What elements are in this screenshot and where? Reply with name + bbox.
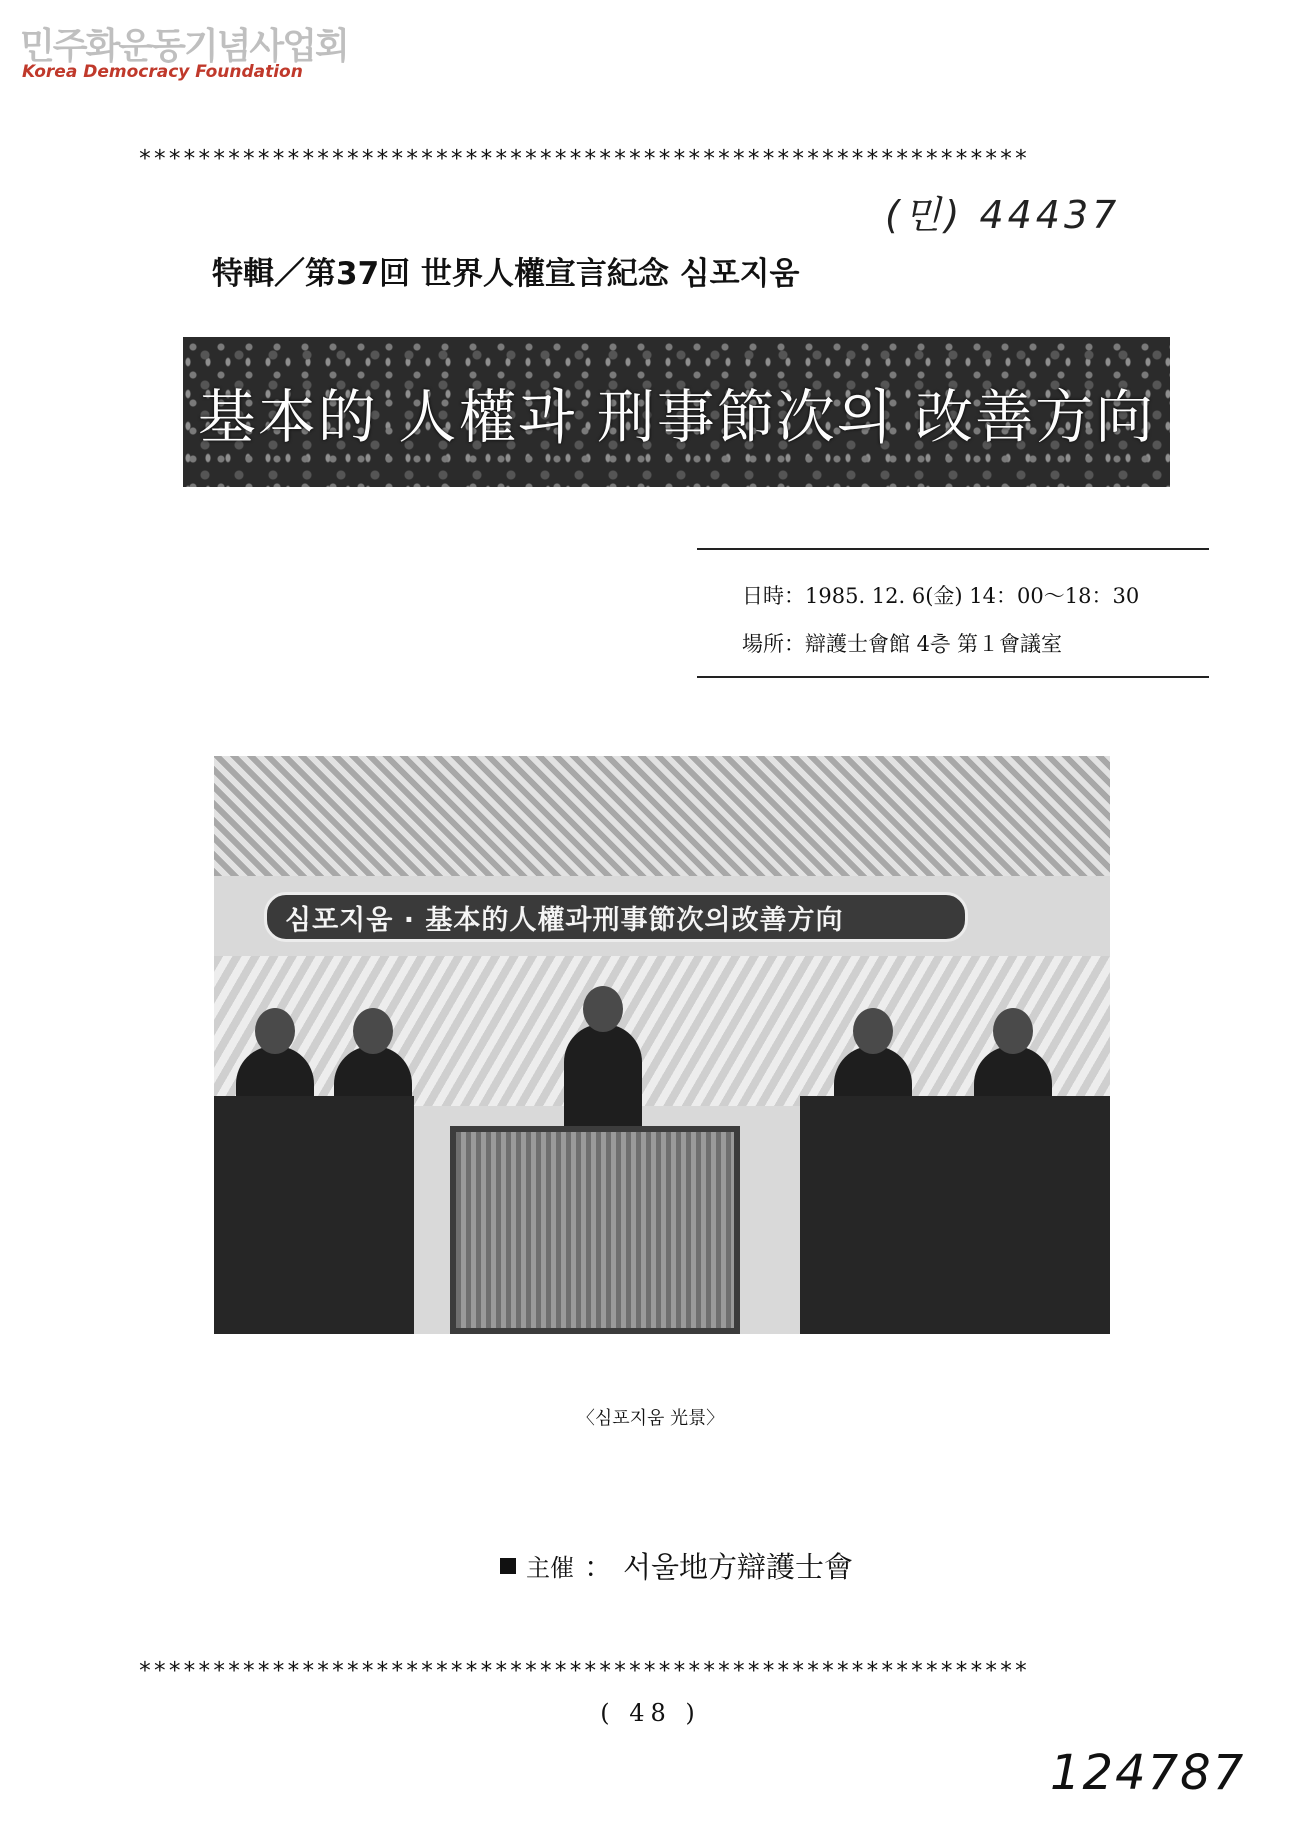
photo-caption: 〈심포지움 光景〉 [576,1408,725,1429]
event-place: 場所：辯護士會館 4층 第１會議室 [742,632,1062,656]
photo-ceiling [214,756,1110,876]
panel-table-left [214,1096,414,1334]
special-issue-title: 特輯／第37回 世界人權宣言紀念 심포지움 [212,256,800,292]
info-top-rule [697,548,1209,550]
host-separator: ： [584,1550,614,1584]
podium [450,1126,740,1334]
photo-stage-banner: 심포지움 · 基本的人權과刑事節次의改善方向 [264,892,968,942]
page-number: ( 48 ) [600,1699,701,1727]
info-bottom-rule [697,676,1209,678]
handwritten-reference-number: (민) 44437 [885,193,1121,237]
bottom-star-border: ************************************************************ [138,1658,1029,1684]
title-banner [183,337,1170,487]
banner-title: 基本的 人權과 刑事節次의 改善方向 [197,383,1156,451]
top-star-border: ************************************************************ [138,146,1029,172]
handwritten-archive-number: 124787 [1050,1745,1246,1801]
square-bullet-icon [500,1558,516,1574]
foundation-logo-english: Korea Democracy Foundation [22,62,303,82]
panel-table-right [800,1096,1110,1334]
foundation-logo-korean: 민주화운동기념사업회 [20,26,348,67]
host-label: 主催 [526,1554,574,1582]
host-name: 서울地方辯護士會 [623,1550,854,1584]
symposium-photo [214,756,1110,1334]
event-datetime: 日時：1985. 12. 6(金) 14：00～18：30 [742,584,1140,608]
host-line [500,1545,853,1586]
moderator [564,1024,642,1134]
